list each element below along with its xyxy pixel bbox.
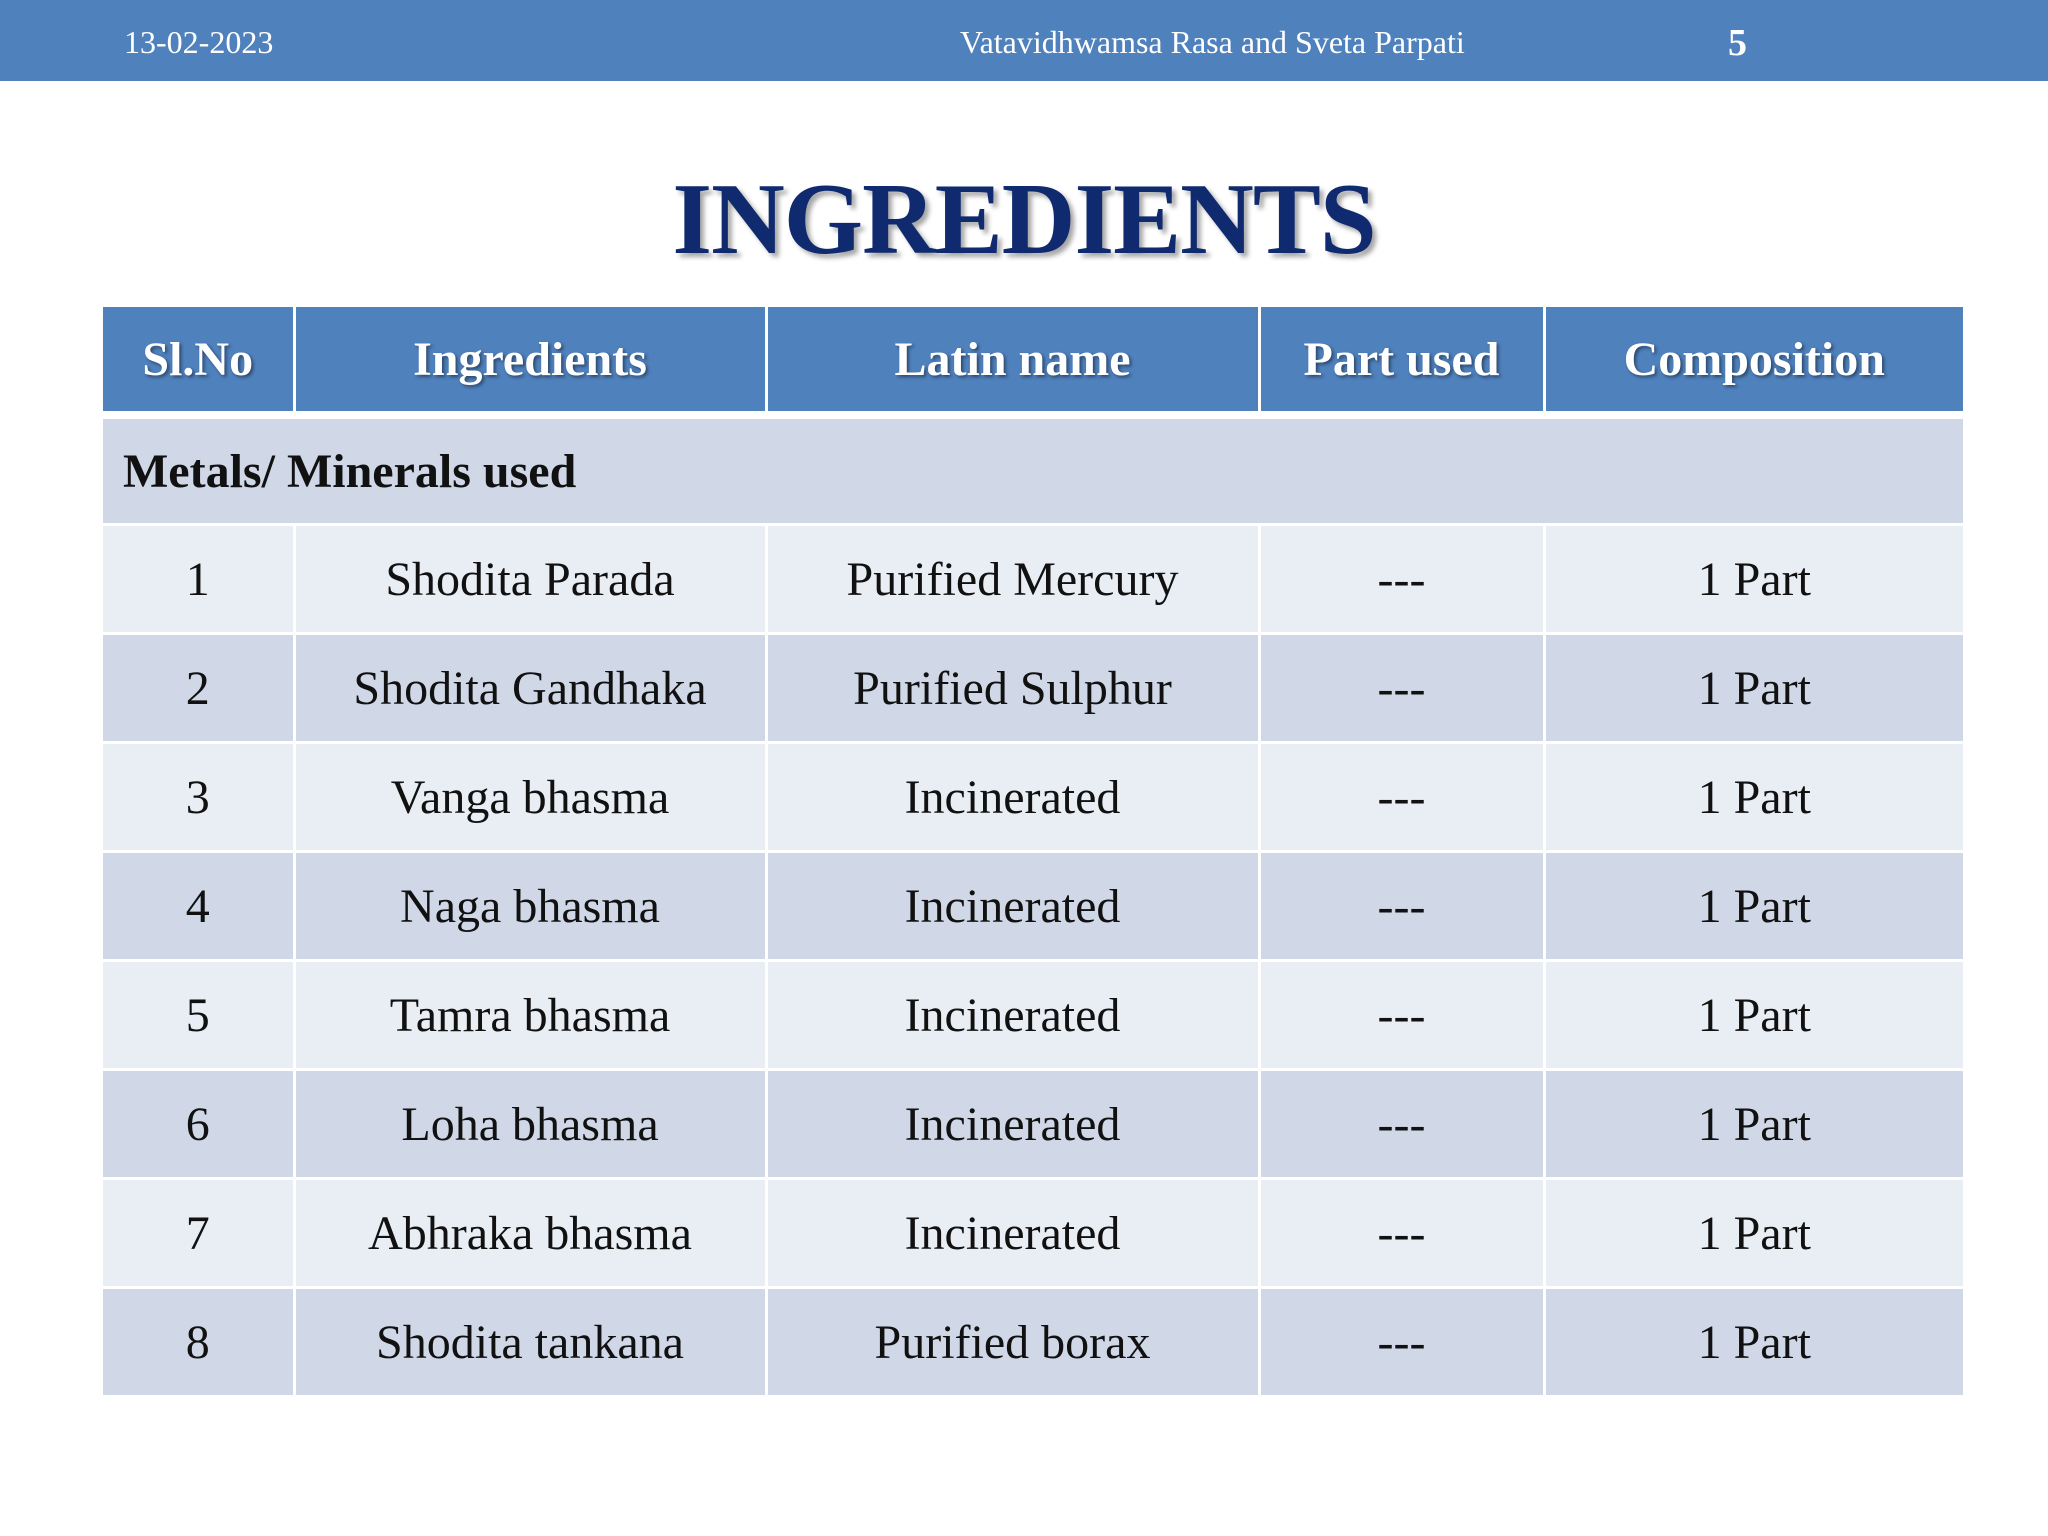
cell-composition: 1 Part [1544,525,1963,634]
cell-ingredient: Abhraka bhasma [294,1179,766,1288]
column-header-part-used: Part used [1259,307,1544,415]
header-bar [0,0,2048,81]
cell-composition: 1 Part [1544,743,1963,852]
cell-slno: 2 [103,634,294,743]
cell-composition: 1 Part [1544,1179,1963,1288]
cell-latin-name: Incinerated [766,961,1259,1070]
cell-latin-name: Incinerated [766,1179,1259,1288]
cell-part-used: --- [1259,743,1544,852]
cell-slno: 4 [103,852,294,961]
cell-part-used: --- [1259,1288,1544,1397]
cell-slno: 6 [103,1070,294,1179]
cell-latin-name: Purified Mercury [766,525,1259,634]
table-row [103,1288,1963,1397]
cell-part-used: --- [1259,634,1544,743]
cell-part-used: --- [1259,961,1544,1070]
cell-part-used: --- [1259,1070,1544,1179]
cell-slno: 5 [103,961,294,1070]
cell-latin-name: Purified borax [766,1288,1259,1397]
cell-latin-name: Purified Sulphur [766,634,1259,743]
table-row [103,852,1963,961]
column-header-slno: Sl.No [103,307,294,415]
column-header-latin-name: Latin name [766,307,1259,415]
cell-ingredient: Vanga bhasma [294,743,766,852]
cell-composition: 1 Part [1544,634,1963,743]
slide-date: 13-02-2023 [124,24,274,60]
cell-latin-name: Incinerated [766,1070,1259,1179]
presentation-title: Vatavidhwamsa Rasa and Sveta Parpati [960,24,1465,60]
table-row [103,634,1963,743]
cell-ingredient: Naga bhasma [294,852,766,961]
table-row [103,743,1963,852]
table-row [103,525,1963,634]
cell-ingredient: Shodita tankana [294,1288,766,1397]
cell-slno: 8 [103,1288,294,1397]
cell-latin-name: Incinerated [766,743,1259,852]
table-row [103,1179,1963,1288]
cell-composition: 1 Part [1544,1288,1963,1397]
cell-slno: 7 [103,1179,294,1288]
page-number: 5 [1728,22,1747,64]
cell-ingredient: Shodita Gandhaka [294,634,766,743]
cell-ingredient: Shodita Parada [294,525,766,634]
cell-composition: 1 Part [1544,961,1963,1070]
cell-slno: 1 [103,525,294,634]
cell-composition: 1 Part [1544,852,1963,961]
cell-part-used: --- [1259,852,1544,961]
cell-slno: 3 [103,743,294,852]
cell-composition: 1 Part [1544,1070,1963,1179]
section-row [103,415,1963,525]
section-label: Metals/ Minerals used [103,415,1963,525]
column-header-ingredients: Ingredients [294,307,766,415]
cell-part-used: --- [1259,1179,1544,1288]
table-header-row [103,307,1963,415]
cell-latin-name: Incinerated [766,852,1259,961]
cell-ingredient: Tamra bhasma [294,961,766,1070]
slide-title: INGREDIENTS [672,163,1376,276]
cell-ingredient: Loha bhasma [294,1070,766,1179]
table-row [103,961,1963,1070]
ingredients-table [103,307,1963,1398]
table-row [103,1070,1963,1179]
column-header-composition: Composition [1544,307,1963,415]
cell-part-used: --- [1259,525,1544,634]
